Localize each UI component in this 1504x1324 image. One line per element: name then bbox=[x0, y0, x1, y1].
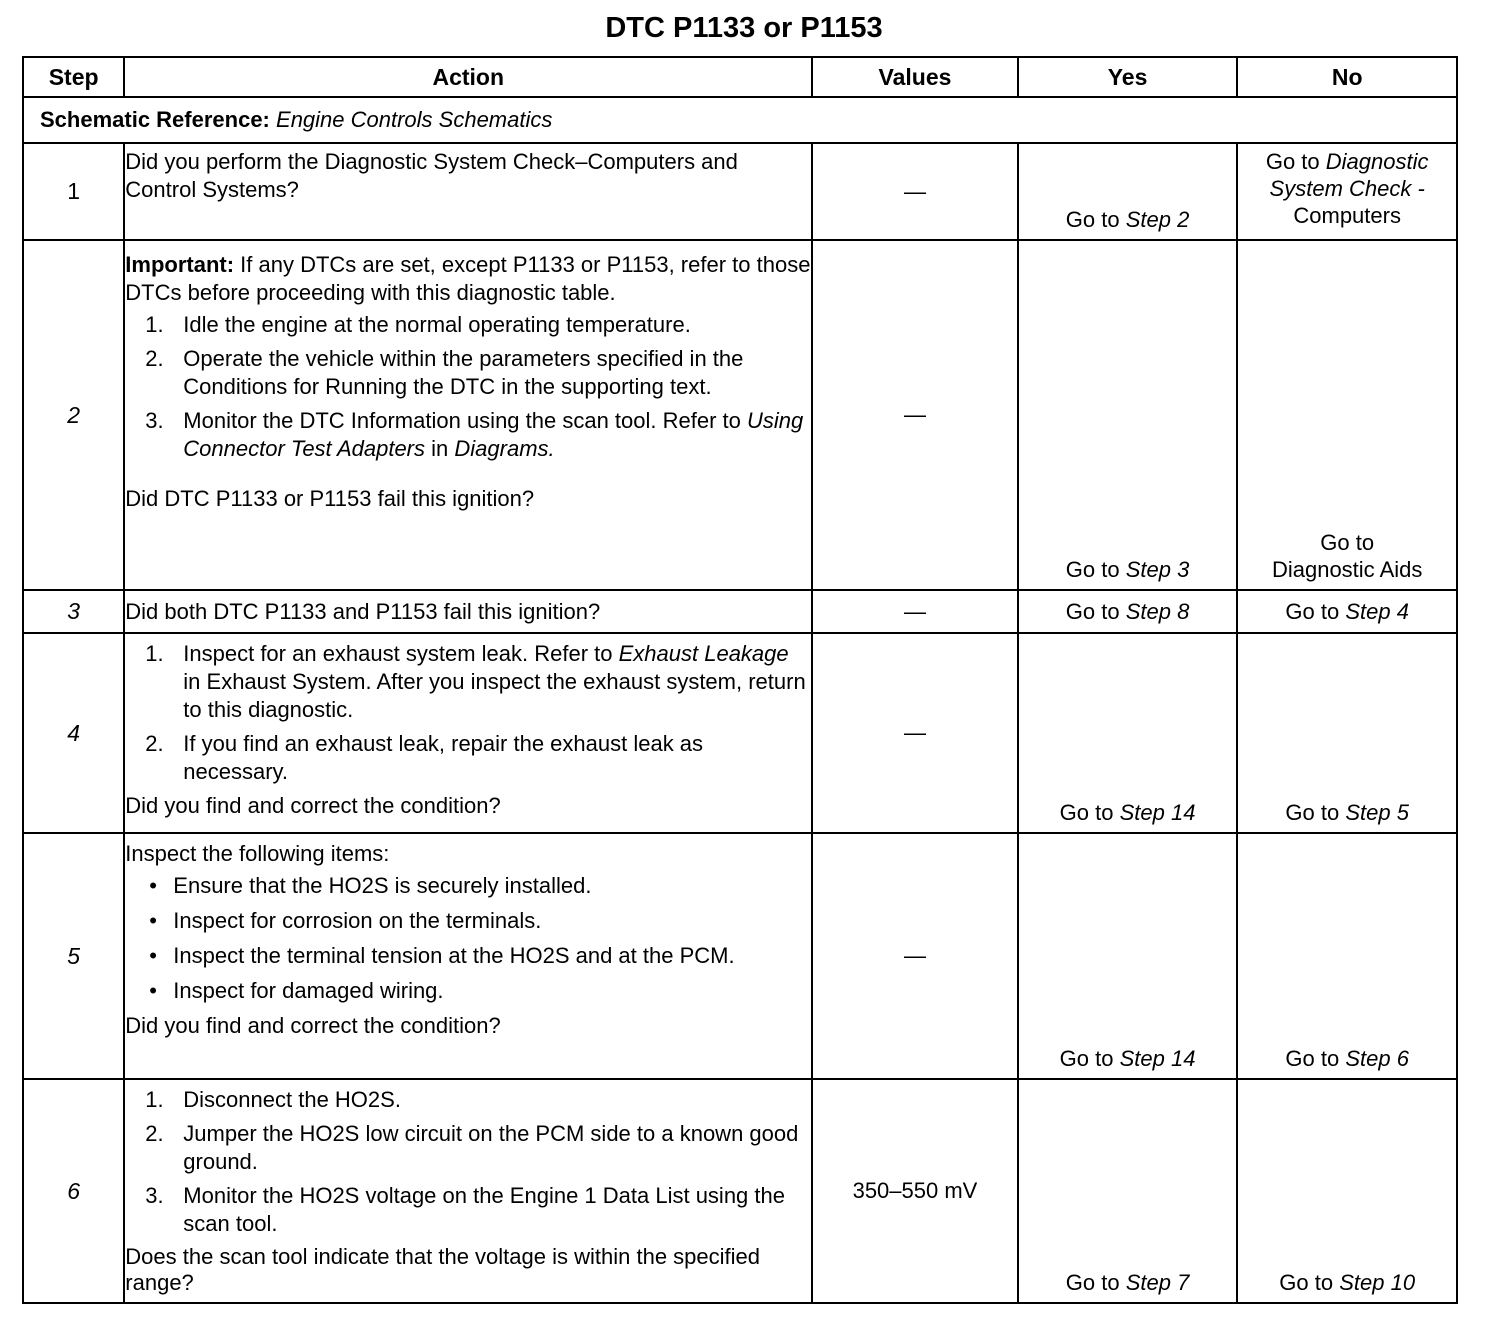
schematic-reference bbox=[23, 97, 1457, 143]
values-cell: — bbox=[812, 240, 1018, 590]
diagnostic-table bbox=[22, 56, 1458, 1304]
list-item: 2. Operate the vehicle within the parameters specified in the Conditions for Running the DTC in the supporting text. bbox=[145, 346, 744, 399]
no-cell bbox=[1237, 1079, 1457, 1303]
action-intro: Inspect the following items: bbox=[125, 841, 390, 866]
action-question: Does the scan tool indicate that the voltage is within the specified range? bbox=[125, 1244, 760, 1295]
action-question: Did you find and correct the condition? bbox=[125, 793, 501, 818]
action-question: Did you perform the Diagnostic System Check–Computers and Control Systems? bbox=[125, 149, 738, 202]
action-cell bbox=[124, 833, 812, 1079]
action-cell bbox=[124, 240, 812, 590]
no-cell bbox=[1237, 833, 1457, 1079]
yes-cell bbox=[1018, 633, 1238, 833]
action-question: Did you find and correct the condition? bbox=[125, 1013, 501, 1038]
no-go-to: Go to Diagnostic Aids bbox=[1271, 530, 1423, 582]
values-cell: — bbox=[812, 143, 1018, 240]
list-item: • Inspect for corrosion on the terminals. bbox=[149, 908, 542, 933]
no-cell bbox=[1237, 143, 1457, 240]
schematic-value: Engine Controls Schematics bbox=[276, 107, 553, 132]
important-note: Important: If any DTCs are set, except P1133 or P1153, refer to those DTCs before proceeding with this diagnostic table. bbox=[125, 252, 811, 305]
yes-cell bbox=[1018, 240, 1238, 590]
step-number: 2 bbox=[23, 240, 124, 590]
action-steps bbox=[125, 1086, 811, 1238]
header-row bbox=[23, 57, 1457, 97]
action-bullets bbox=[125, 872, 811, 1005]
header-yes: Yes bbox=[1018, 57, 1238, 97]
yes-go-to: Go to Step 14 bbox=[1059, 1046, 1196, 1071]
header-no: No bbox=[1237, 57, 1457, 97]
no-cell bbox=[1237, 633, 1457, 833]
header-values: Values bbox=[812, 57, 1018, 97]
values-cell: — bbox=[812, 833, 1018, 1079]
header-step: Step bbox=[23, 57, 124, 97]
list-item: 3. Monitor the DTC Information using the scan tool. Refer to Using Connector Test Adapters in Diagrams. bbox=[145, 408, 804, 461]
step-number: 5 bbox=[23, 833, 124, 1079]
table-row bbox=[23, 143, 1457, 240]
yes-cell bbox=[1018, 143, 1238, 240]
list-item: • Inspect for damaged wiring. bbox=[149, 978, 444, 1003]
values-cell: — bbox=[812, 590, 1018, 633]
table-row bbox=[23, 590, 1457, 633]
step-number: 4 bbox=[23, 633, 124, 833]
no-go-to: Go to Step 10 bbox=[1279, 1270, 1416, 1295]
action-question: Did DTC P1133 or P1153 fail this ignition? bbox=[125, 486, 535, 511]
header-action: Action bbox=[124, 57, 812, 97]
schematic-row bbox=[23, 97, 1457, 143]
yes-cell bbox=[1018, 1079, 1238, 1303]
yes-go-to: Go to Step 14 bbox=[1059, 800, 1196, 825]
page-title: DTC P1133 or P1153 bbox=[605, 12, 883, 44]
action-cell bbox=[124, 590, 812, 633]
list-item: 1. Disconnect the HO2S. bbox=[145, 1087, 401, 1112]
yes-go-to: Go to Step 2 bbox=[1065, 207, 1190, 232]
list-item: 2. Jumper the HO2S low circuit on the PCM side to a known good ground. bbox=[145, 1121, 799, 1174]
yes-go-to: Go to Step 7 bbox=[1065, 1270, 1190, 1295]
table-row bbox=[23, 833, 1457, 1079]
table-row bbox=[23, 633, 1457, 833]
action-cell bbox=[124, 143, 812, 240]
schematic-label: Schematic Reference: bbox=[40, 107, 270, 132]
yes-go-to: Go to Step 3 bbox=[1065, 557, 1190, 582]
values-cell: — bbox=[812, 633, 1018, 833]
list-item: 1. Inspect for an exhaust system leak. Refer to Exhaust Leakage in Exhaust System. After you inspect the exhaust system, return to this diagnostic. bbox=[145, 641, 806, 722]
table-row bbox=[23, 1079, 1457, 1303]
list-item: • Inspect the terminal tension at the HO2S and at the PCM. bbox=[149, 943, 735, 968]
action-cell bbox=[124, 633, 812, 833]
step-number: 1 bbox=[23, 143, 124, 240]
no-go-to: Go to Step 5 bbox=[1285, 800, 1409, 825]
yes-cell bbox=[1018, 833, 1238, 1079]
table-row bbox=[23, 240, 1457, 590]
list-item: 1. Idle the engine at the normal operating temperature. bbox=[145, 312, 691, 337]
no-go-to: Go to Diagnostic System Check - Computers bbox=[1265, 149, 1429, 228]
step-number: 6 bbox=[23, 1079, 124, 1303]
no-go-to: Go to Step 6 bbox=[1285, 1046, 1409, 1071]
yes-cell: Go to Step 8 bbox=[1018, 590, 1238, 633]
list-item: 3. Monitor the HO2S voltage on the Engine 1 Data List using the scan tool. bbox=[145, 1183, 785, 1236]
list-item: 2. If you find an exhaust leak, repair the exhaust leak as necessary. bbox=[145, 731, 704, 784]
action-cell bbox=[124, 1079, 812, 1303]
action-steps bbox=[125, 640, 811, 786]
step-number: 3 bbox=[23, 590, 124, 633]
list-item: • Ensure that the HO2S is securely installed. bbox=[149, 873, 592, 898]
no-cell: Go to Step 4 bbox=[1237, 590, 1457, 633]
values-cell: 350–550 mV bbox=[812, 1079, 1018, 1303]
action-steps bbox=[125, 311, 811, 463]
no-cell bbox=[1237, 240, 1457, 590]
action-question: Did both DTC P1133 and P1153 fail this ignition? bbox=[125, 598, 601, 624]
